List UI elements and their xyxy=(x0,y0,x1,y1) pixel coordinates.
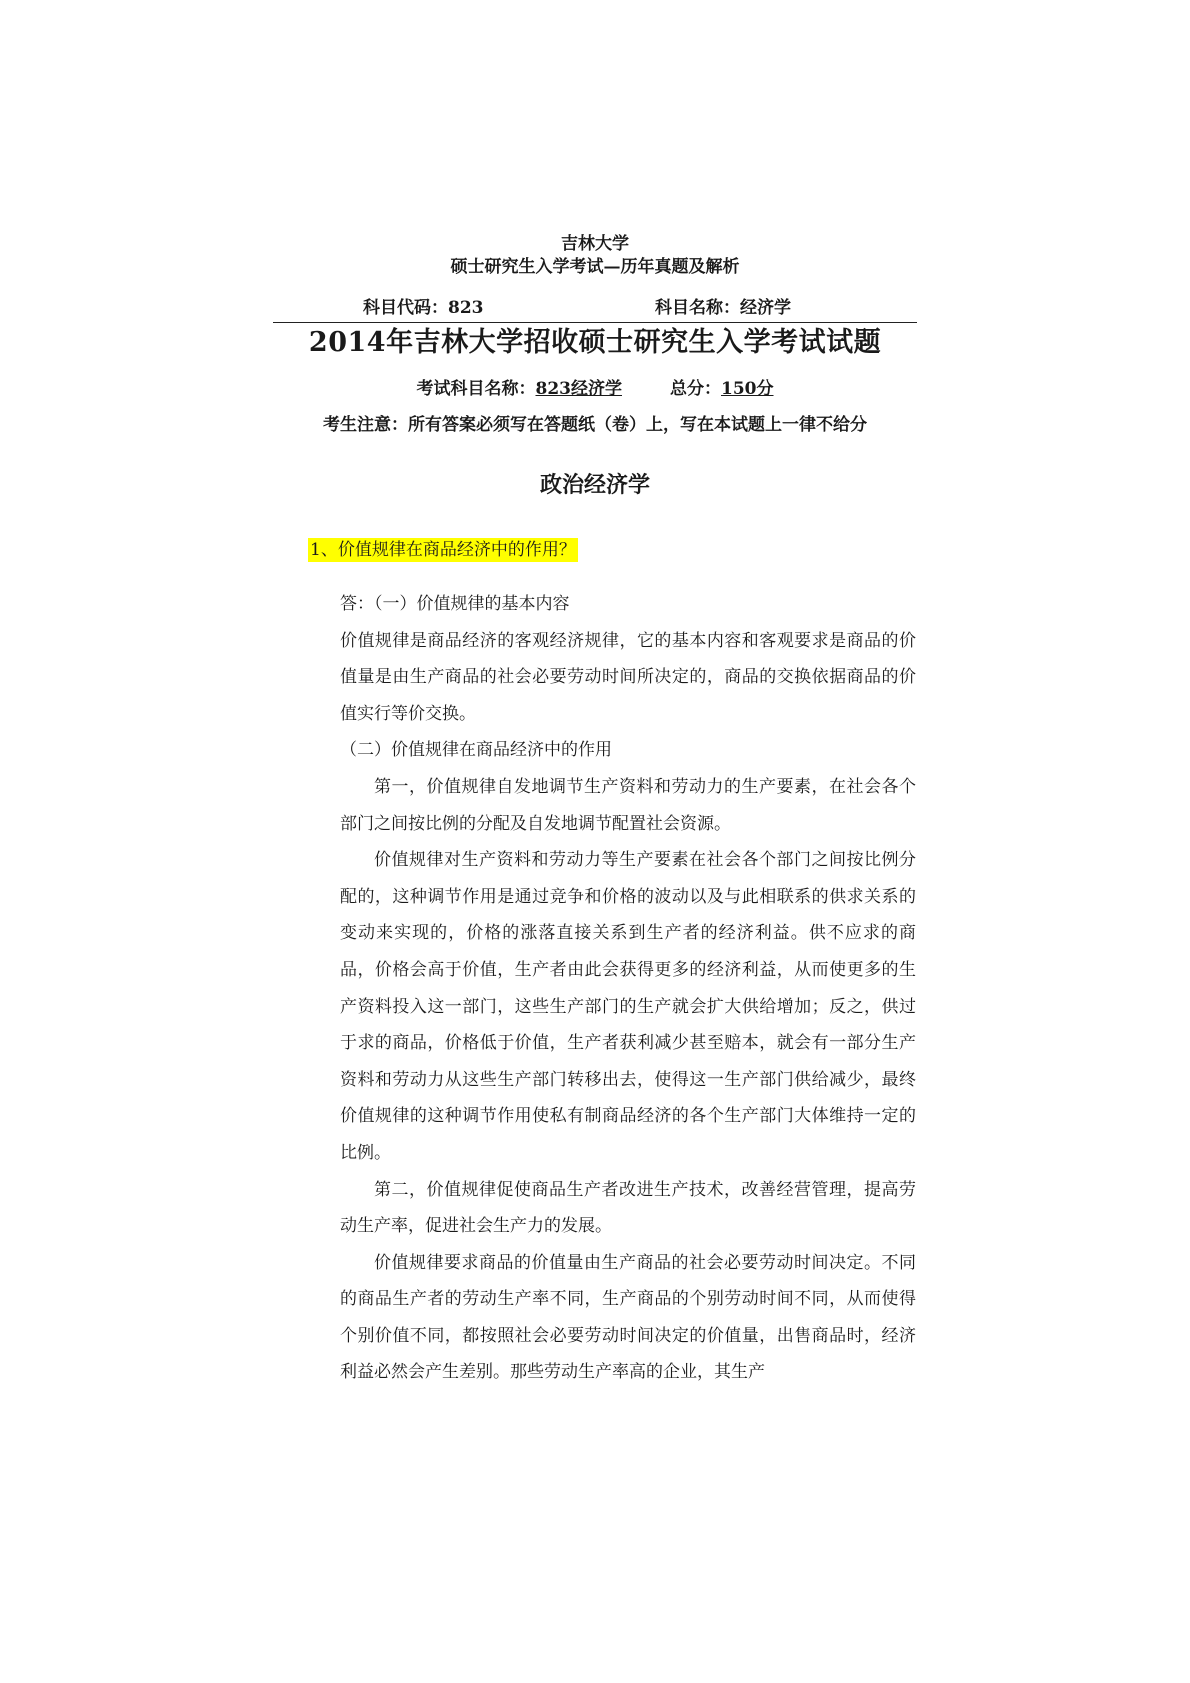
exam-meta xyxy=(0,377,1190,401)
answer-paragraph: 价值规律对生产资料和劳动力等生产要素在社会各个部门之间按比例分配的，这种调节作用是通过竞争和价格的波动以及与此相联系的供求关系的变动来实现的，价格的涨落直接关系到生产者的经济利益。供不应求的商品，价格会高于价值，生产者由此会获得更多的经济利益，从而使更多的生产资料投入这一部门，这些生产部门的生产就会扩大供给增加；反之，供过于求的商品，价格低于价值，生产者获利减少甚至赔本，就会有一部分生产资料和劳动力从这些生产部门转移出去，使得这一生产部门供给减少，最终价值规律的这种调节作用使私有制商品经济的各个生产部门大体维持一定的比例。 xyxy=(340,850,916,1163)
section-title: 政治经济学 xyxy=(539,472,650,498)
answer-paragraph: 价值规律要求商品的价值量由生产商品的社会必要劳动时间决定。不同的商品生产者的劳动生产率不同，生产商品的个别劳动时间不同，从而使得个别价值不同，都按照社会必要劳动时间决定的价值量，出售商品时，经济利益必然会产生差别。那些劳动生产率高的企业，其生产 xyxy=(340,1252,916,1383)
answer-paragraph: 价值规律是商品经济的客观经济规律，它的基本内容和客观要求是商品的价值量是由生产商品的社会必要劳动时间所决定的，商品的交换依据商品的价值实行等价交换。 xyxy=(340,630,916,724)
score-value: 150分 xyxy=(721,379,774,399)
university-name: 吉林大学 xyxy=(561,234,629,254)
subject-code: 科目代码：823 xyxy=(363,298,484,318)
answer-paragraph: 答：（一）价值规律的基本内容 xyxy=(340,594,570,614)
question-text: 1、价值规律在商品经济中的作用？ xyxy=(310,540,576,560)
question-1 xyxy=(308,538,578,562)
exam-title: 2014年吉林大学招收硕士研究生入学考试试题 xyxy=(308,327,882,358)
subject-label: 考试科目名称： xyxy=(416,379,536,399)
document-subtitle: 硕士研究生入学考试—历年真题及解析 xyxy=(450,257,740,277)
exam-notice: 考生注意：所有答案必须写在答题纸（卷）上，写在本试题上一律不给分 xyxy=(323,415,867,435)
answer-paragraph: 第一，价值规律自发地调节生产资料和劳动力的生产要素，在社会各个部门之间按比例的分配及自发地调节配置社会资源。 xyxy=(340,776,916,834)
score-label: 总分： xyxy=(670,379,721,399)
subject-name: 科目名称：经济学 xyxy=(655,298,791,318)
answer-paragraph: （二）价值规律在商品经济中的作用 xyxy=(340,740,612,761)
subject-value: 823经济学 xyxy=(535,379,622,399)
answer-paragraph: 第二，价值规律促使商品生产者改进生产技术，改善经营管理，提高劳动生产率，促进社会生产力的发展。 xyxy=(340,1179,916,1237)
header-divider xyxy=(273,322,917,323)
answer-body xyxy=(340,586,916,1391)
